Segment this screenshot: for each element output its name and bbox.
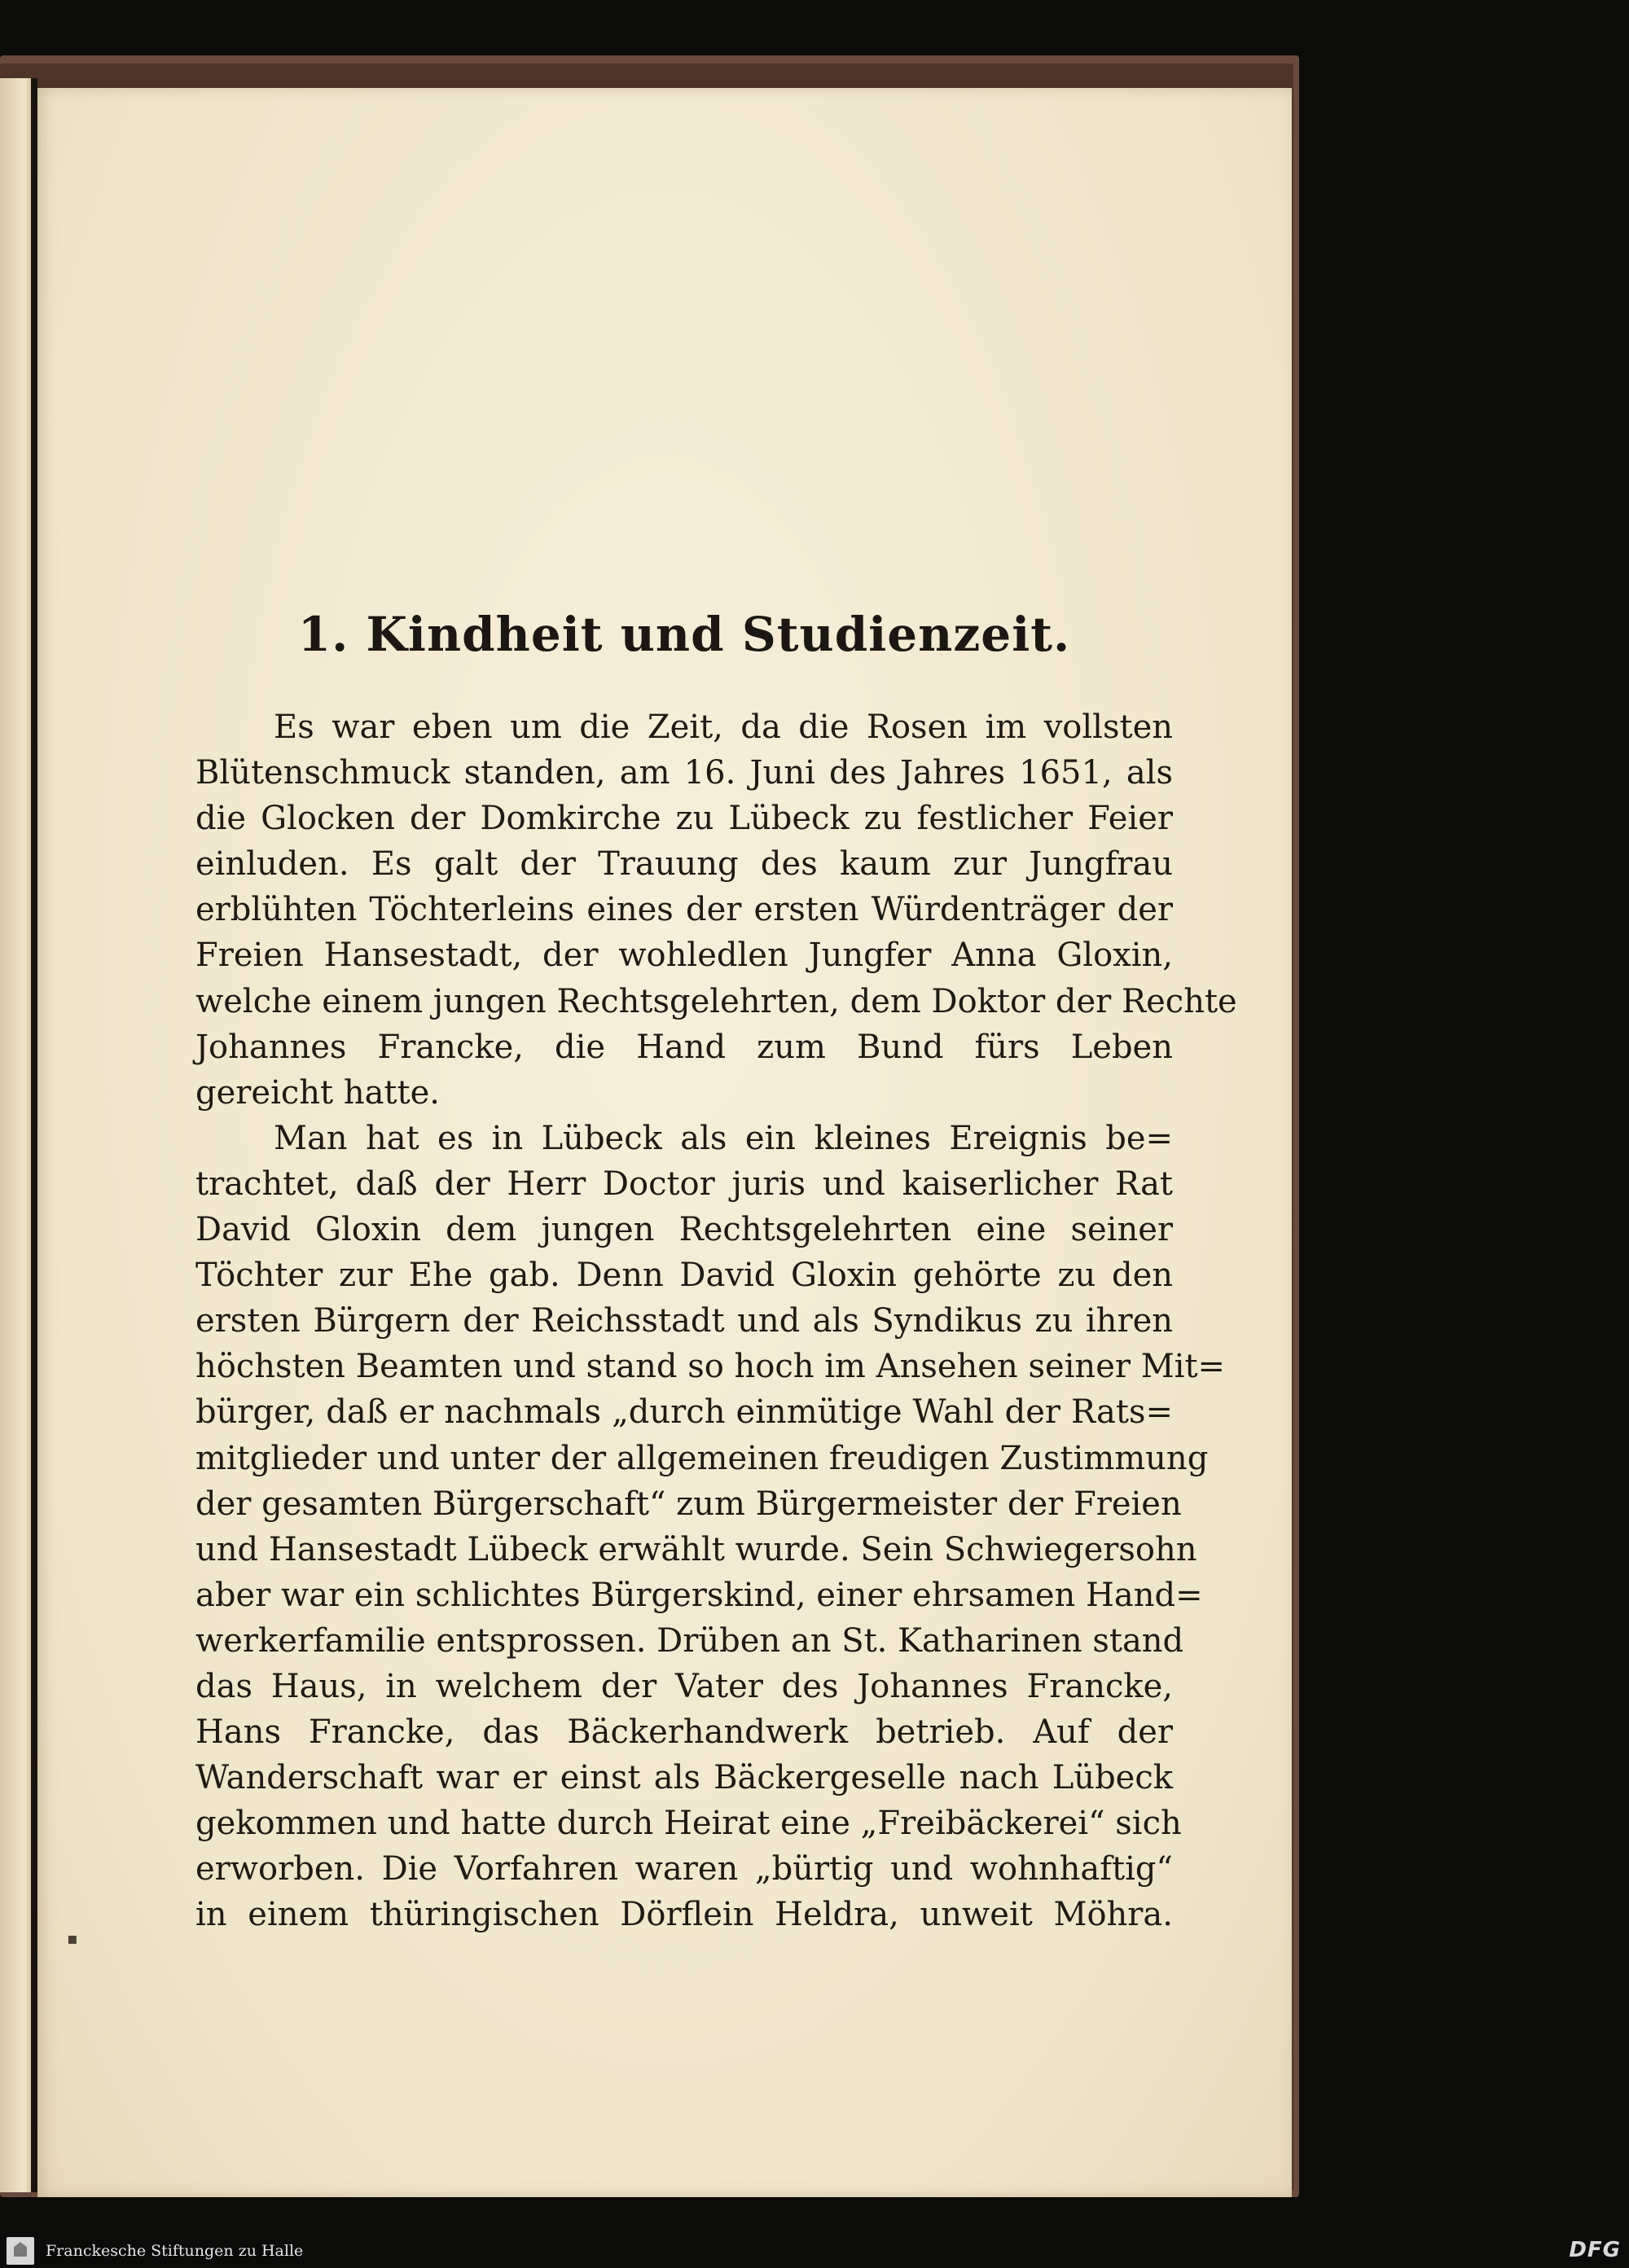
text-line: Man hat es in Lübeck als ein kleines Ereignis be=	[274, 1119, 1173, 1157]
text-line: Freien Hansestadt, der wohledlen Jungfer Anna Gloxin,	[195, 937, 1173, 975]
chapter-title: 1. Kindheit und Studienzeit.	[297, 607, 1071, 662]
text-line: bürger, daß er nachmals „durch einmütige Wahl der Rats=	[195, 1393, 1173, 1432]
viewer-footer	[0, 2235, 1629, 2268]
text-line: ersten Bürgern der Reichsstadt und als Syndikus zu ihren	[195, 1302, 1173, 1340]
text-line: einluden. Es galt der Trauung des kaum zur Jungfrau	[195, 845, 1173, 884]
ink-speck: ▪	[67, 1928, 78, 1948]
previous-page-edge	[0, 78, 34, 2192]
book-gutter	[31, 78, 37, 2192]
text-line: David Gloxin dem jungen Rechtsgelehrten eine seiner	[195, 1211, 1173, 1249]
paragraph-2	[195, 1116, 1226, 1938]
text-line: der gesamten Bürgerschaft“ zum Bürgermeister der Freien	[195, 1485, 1182, 1523]
paragraph-1	[195, 704, 1237, 1116]
text-line: höchsten Beamten und stand so hoch im Ansehen seiner Mit=	[195, 1348, 1226, 1386]
text-line: Töchter zur Ehe gab. Denn David Gloxin gehörte zu den	[195, 1257, 1173, 1295]
text-line: Es war eben um die Zeit, da die Rosen im vollsten	[274, 708, 1173, 746]
text-line: Wanderschaft war er einst als Bäckergeselle nach Lübeck	[195, 1759, 1173, 1797]
text-line: aber war ein schlichtes Bürgerskind, einer ehrsamen Hand=	[195, 1576, 1203, 1614]
text-line: erworben. Die Vorfahren waren „bürtig und wohnhaftig“	[195, 1850, 1173, 1889]
text-line: gekommen und hatte durch Heirat eine „Freibäckerei“ sich	[195, 1805, 1182, 1843]
dfg-logo: DFG	[1569, 2238, 1621, 2262]
text-line: welche einem jungen Rechtsgelehrten, dem Doktor der Rechte	[195, 982, 1237, 1020]
text-line: die Glocken der Domkirche zu Lübeck zu festlicher Feier	[195, 800, 1173, 838]
text-line: Blütenschmuck standen, am 16. Juni des Jahres 1651, als	[195, 754, 1173, 792]
text-line: das Haus, in welchem der Vater des Johannes Francke,	[195, 1667, 1173, 1705]
text-line: und Hansestadt Lübeck erwählt wurde. Sein Schwiegersohn	[195, 1530, 1197, 1568]
text-line: Johannes Francke, die Hand zum Bund fürs Leben	[195, 1028, 1173, 1066]
text-line: in einem thüringischen Dörflein Heldra, unweit Möhra.	[195, 1896, 1173, 1934]
text-line: mitglieder und unter der allgemeinen freudigen Zustimmung	[195, 1439, 1209, 1477]
institution-name: Franckesche Stiftungen zu Halle	[46, 2242, 304, 2260]
text-line: trachtet, daß der Herr Doctor juris und kaiserlicher Rat	[195, 1165, 1173, 1203]
institution-logo-icon	[7, 2237, 34, 2265]
text-line: gereicht hatte.	[195, 1073, 440, 1112]
text-line: erblühten Töchterleins eines der ersten Würdenträger der	[195, 891, 1173, 929]
text-line: Hans Francke, das Bäckerhandwerk betrieb. Auf der	[195, 1713, 1173, 1752]
body-text	[195, 704, 1237, 1938]
text-line: werkerfamilie entsprossen. Drüben an St. Katharinen stand	[195, 1621, 1184, 1660]
